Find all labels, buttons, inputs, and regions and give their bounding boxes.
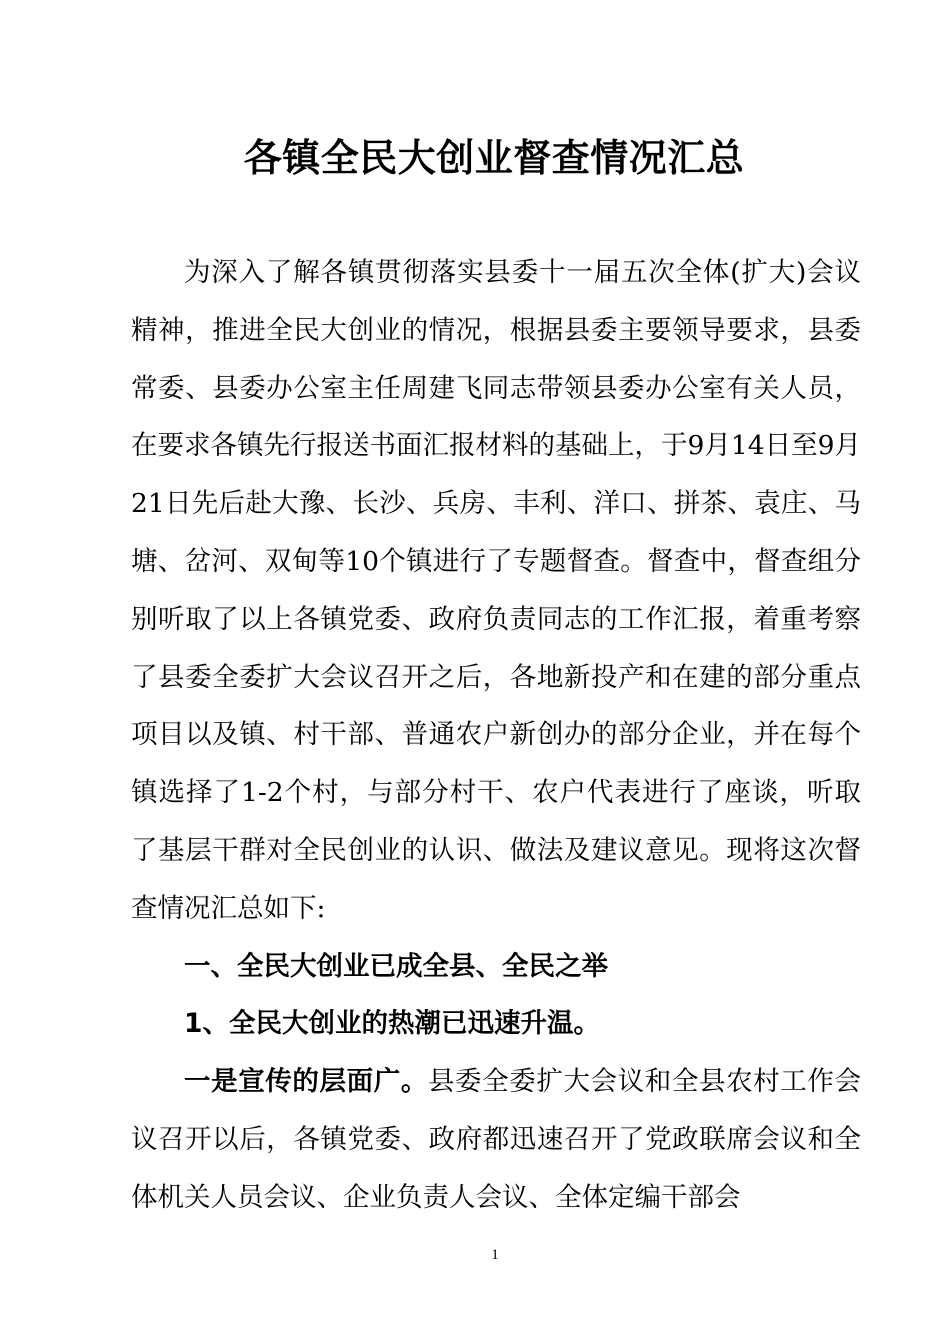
document-title: 各镇全民大创业督查情况汇总 [243, 136, 745, 180]
point-lead: 一是宣传的层面广。 [184, 1066, 428, 1098]
point-text: 县委全委扩大会议和全县农村工作会议召开以后，各镇党委、政府都迅速召开了党政联席会议和全体机关人员会议、企业负责人会议、全体定编干部会 [131, 1066, 861, 1213]
page-number: 1 [491, 1247, 499, 1263]
point-paragraph [131, 1053, 861, 1226]
document-body [131, 244, 861, 1227]
intro-paragraph: 为深入了解各镇贯彻落实县委十一届五次全体(扩大)会议精神，推进全民大创业的情况，根据县委主要领导要求，县委常委、县委办公室主任周建飞同志带领县委办公室有关人员，在要求各镇先行报送书面汇报材料的基础上，于9月14日至9月21日先后赴大豫、长沙、兵房、丰利、洋口、拼茶、袁庄、马塘、岔河、双甸等10个镇进行了专题督查。督查中，督查组分别听取了以上各镇党委、政府负责同志的工作汇报，着重考察了县委全委扩大会议召开之后，各地新投产和在建的部分重点项目以及镇、村干部、普通农户新创办的部分企业，并在每个镇选择了1-2个村，与部分村干、农户代表进行了座谈，听取了基层干群对全民创业的认识、做法及建议意见。现将这次督查情况汇总如下: [131, 257, 861, 924]
section-heading: 一、全民大创业已成全县、全民之举 [184, 950, 608, 982]
subsection-heading: 1、全民大创业的热潮已迅速升温。 [184, 1008, 600, 1040]
